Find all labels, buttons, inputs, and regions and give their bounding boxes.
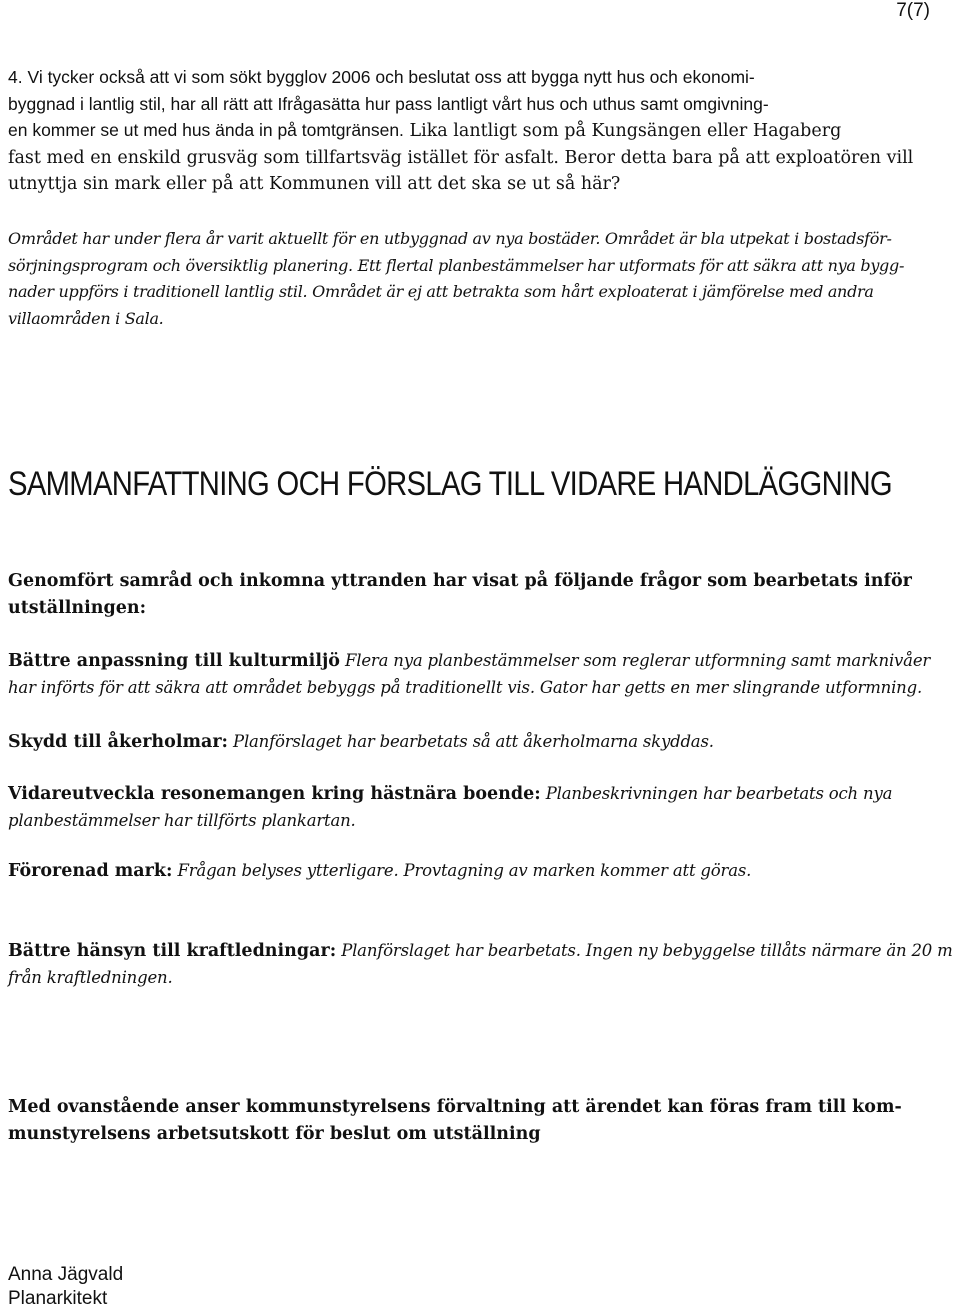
question-line-3b: Lika lantligt som på Kungsängen eller Hagaberg	[403, 121, 842, 141]
question-line-5: utnyttja sin mark eller på att Kommunen vill att det ska se ut så här?	[8, 174, 621, 194]
question-line-2: byggnad i lantlig stil, har all rätt att Ifrågasätta hur pass lantligt vårt hus och uthus samt omgivning-	[8, 93, 769, 114]
list-item	[8, 938, 954, 991]
summary-intro	[8, 568, 954, 621]
reply-line-3: nader uppförs i traditionell lantlig stil. Området är ej att betrakta som hårt exploaterat i jämförelse med andra	[8, 282, 874, 301]
item-text: Planförslaget har bearbetats så att åkerholmarna skyddas.	[228, 732, 714, 751]
reply-line-4: villaområden i Sala.	[8, 308, 164, 328]
list-item	[8, 729, 954, 756]
question-line-3a: en kommer se ut med hus ända in på tomtgränsen.	[8, 120, 404, 140]
question-line-1: 4. Vi tycker också att vi som sökt bygglov 2006 och beslutat oss att bygga nytt hus och ekonomi-	[8, 67, 755, 87]
item-text: Planförslaget har bearbetats. Ingen ny bebyggelse tillåts närmare än 20 m	[336, 941, 953, 960]
conclusion-line-2: munstyrelsens arbetsutskott för beslut om utställning	[8, 1123, 541, 1144]
summary-intro-line-2: utställningen:	[8, 597, 147, 618]
list-item	[8, 648, 954, 701]
question-line-4: fast med en enskild grusväg som tillfartsväg istället för asfalt. Beror detta bara på att exploatören vill	[8, 147, 914, 168]
reply-line-2: sörjningsprogram och översiktlig planering. Ett flertal planbestämmelser har utformats för att säkra att nya bygg-	[8, 255, 905, 275]
signature-name: Anna Jägvald	[8, 1264, 124, 1285]
item-title: Skydd till åkerholmar:	[8, 732, 229, 752]
page-number: 7(7)	[896, 0, 930, 21]
summary-intro-line-1: Genomfört samråd och inkomna yttranden har visat på följande frågor som bearbetats inför	[8, 571, 912, 591]
question-paragraph	[8, 64, 954, 198]
section-heading: SAMMANFATTNING OCH FÖRSLAG TILL VIDARE HANDLÄGGNING	[8, 465, 892, 503]
reply-line-1: Området har under flera år varit aktuellt för en utbyggnad av nya bostäder. Området är bla utpekat i bostadsför-	[8, 229, 892, 248]
item-text-continued: från kraftledningen.	[8, 967, 173, 987]
item-title: Bättre hänsyn till kraftledningar:	[8, 941, 337, 961]
item-title: Bättre anpassning till kulturmiljö	[8, 651, 340, 671]
item-text: Planbeskrivningen har bearbetats och nya	[540, 784, 893, 803]
item-text-continued: har införts för att säkra att området bebyggs på traditionellt vis. Gator har getts en mer slingrande utformning.	[8, 677, 923, 697]
list-item	[8, 858, 954, 885]
conclusion-line-1: Med ovanstående anser kommunstyrelsens förvaltning att ärendet kan föras fram till kom-	[8, 1097, 902, 1117]
signature-role: Planarkitekt	[8, 1288, 108, 1309]
item-title: Förorenad mark:	[8, 861, 173, 881]
item-text-continued: planbestämmelser har tillförts plankartan.	[8, 810, 356, 830]
question-line-3	[8, 117, 954, 145]
signature	[8, 1263, 123, 1311]
reply-paragraph	[8, 226, 954, 332]
item-title: Vidareutveckla resonemangen kring hästnära boende:	[8, 784, 541, 804]
item-text: Frågan belyses ytterligare. Provtagning av marken kommer att göras.	[172, 861, 752, 880]
conclusion	[8, 1094, 954, 1147]
item-text: Flera nya planbestämmelser som reglerar utformning samt marknivåer	[339, 651, 931, 670]
list-item	[8, 781, 954, 834]
